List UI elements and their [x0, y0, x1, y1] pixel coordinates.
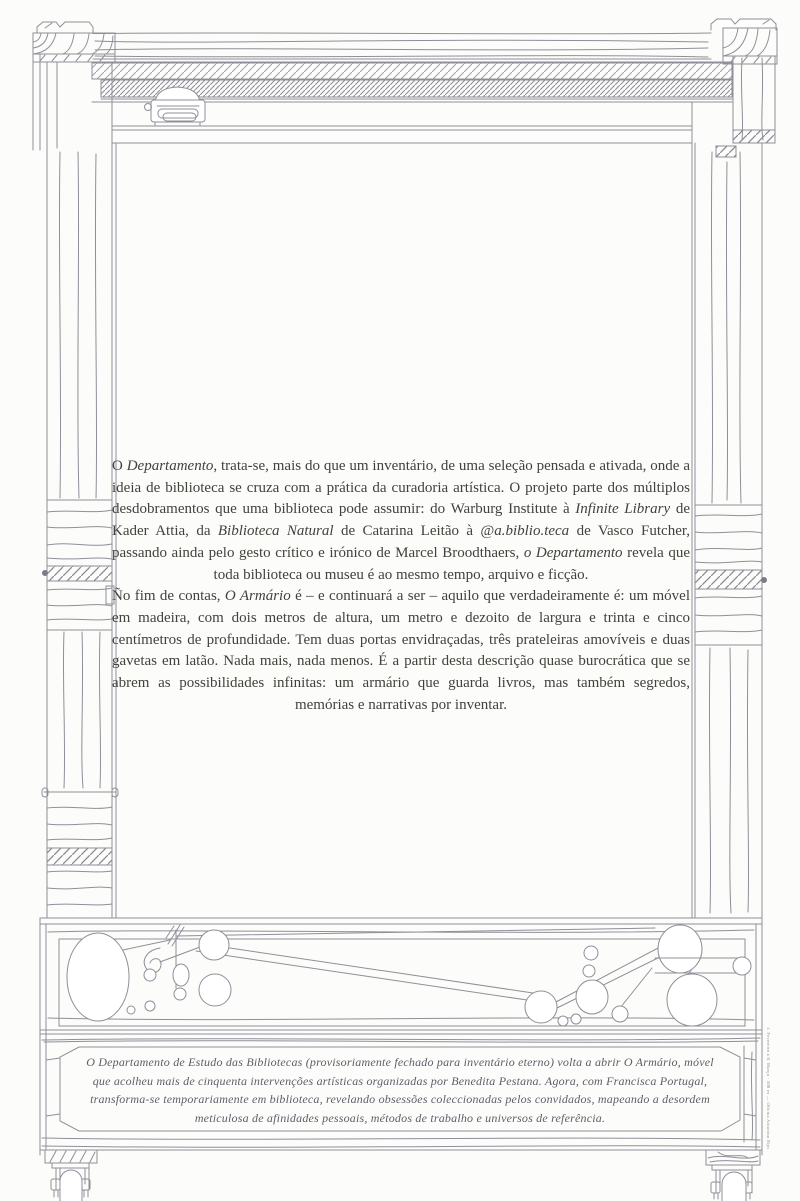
main-text-block: [112, 456, 690, 716]
hatch-band-outer: [92, 63, 732, 79]
top-frame: [33, 19, 777, 143]
top-right-corner-block: [723, 28, 777, 64]
paragraph-departamento: O Departamento, trata-se, mais do que um inventário, de uma seleção pensada e ativada, onde a ideia de biblioteca se cruza com a prática da curadoria artística. O projeto parte dos múltiplos desdobramentos que uma biblioteca pode assumir: do Warburg Institute à Infinite Library de Kader Attia, da Biblioteca Natural de Catarina Leitão à @a.biblio.teca de Vasco Futcher, passando ainda pelo gesto crítico e irónico de Marcel Broodthaers, o Departamento revela que toda biblioteca ou museu é ao mesmo tempo, arquivo e ficção.: [112, 458, 690, 583]
mechanism-housing: [59, 939, 745, 1026]
caster-wheel-right: [706, 1150, 760, 1201]
colophon-vertical-text: 1. Fevereiro à 8. Março · 500 ex — Oficina Antonino Rijo: [766, 1027, 771, 1149]
left-post: [33, 54, 118, 918]
top-left-corner-block: [33, 33, 115, 62]
caption-text: O Departamento de Estudo das Bibliotecas (provisoriamente fechado para inventário eterno) volta a abrir O Armário, móvel que acolheu mais de cinquenta intervenções artísticas organizadas por Benedita Pestana. Agora, com Francisca Portugal, transforma-se temporariamente em biblioteca, revelando obsessões coleccionadas pelos convidados, mapeando a desordem meticulosa de afinidades pessoais, métodos de trabalho e universos de referência.: [86, 1055, 714, 1125]
caster-wheel-left: [45, 1150, 97, 1201]
large-pulley: [67, 933, 129, 1021]
paragraph-armario: Ño fim de contas, O Armário é – e continuará a ser – aquilo que verdadeiramente é: um móvel em madeira, com dois metros de altura, um metro e dezoito de largura e trinta e cinco centímetros de profundidade. Tem duas portas envidraçadas, três prateleiras amovíveis e duas gavetas em latão. Nada mais, nada menos. É a partir desta descrição quase burocrática que se abrem as possibilidades infinitas: um armário que guarda livros, mas também segredos, memórias e narrativas por inventar.: [112, 588, 690, 713]
